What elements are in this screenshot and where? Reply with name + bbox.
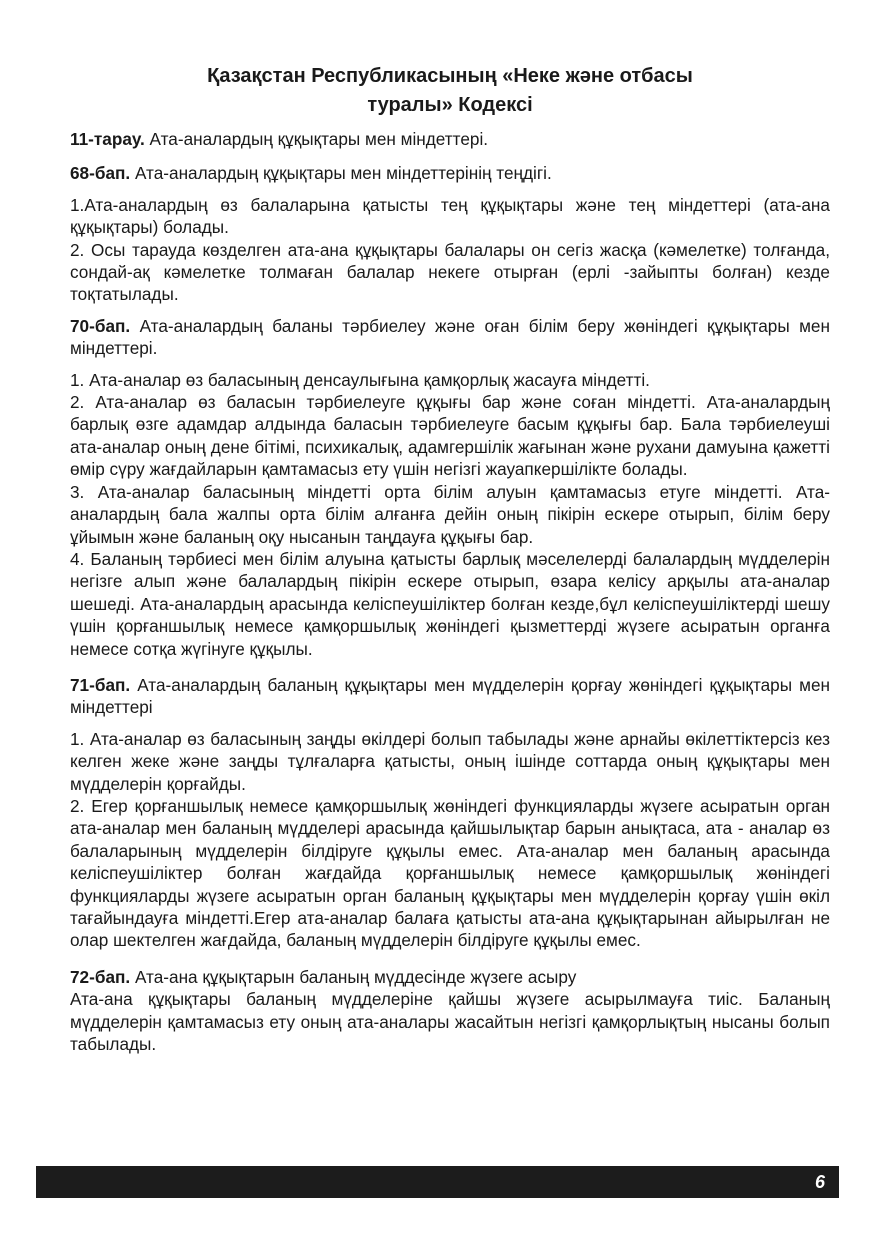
article-70-paragraph: 3. Ата-аналар баласының міндетті орта білім алуын қамтамасыз етуге міндетті. Ата-аналардың бала жалпы орта білім алғанға дейін оның пікірін ескере отырып, білім беру ұйымын және баланың оқу нысанын таңдауға құқығы бар. — [70, 481, 830, 547]
article-70-paragraph: 1. Ата-аналар өз баласының денсаулығына қамқорлық жасауға міндетті. — [70, 369, 650, 390]
document-title — [70, 62, 830, 120]
article-72-title: Ата-ана құқықтарын баланың мүддесінде жүзеге асыру — [130, 966, 577, 987]
article-72-label: 72-бап. — [70, 966, 131, 987]
article-68-paragraph: 1.Ата-аналардың өз балаларына қатысты тең құқықтары және тең міндеттері (ата-ана құқықтары) болады. — [70, 194, 830, 238]
article-71-heading — [70, 674, 830, 719]
article-71 — [70, 674, 830, 952]
chapter-label: 11-тарау. — [70, 129, 145, 149]
article-71-paragraph: 2. Егер қорғаншылық немесе қамқоршылық жөніндегі функцияларды жүзеге асыратын орган ата-аналар мен баланың мүдделері арасында қайшылықтар барын анықтаса, ата - аналар өз балаларының мүдделерін білдіруге құқылы емес. Ата-аналар мен баланың арасында келіспеушіліктер болған жағдайда қорғаншылық немесе қамқоршылық жөніндегі функцияларды жүзеге асыратын орган баланың құқықтары мен мүдделерін қорғау үшін өкіл тағайындауға міндетті.Егер ата-аналар балаға қатысты ата-ана құқықтарынан айырылған не олар шектелген жағдайда, баланың мүдделерін білдіруге құқылы емес. — [70, 795, 830, 951]
chapter-text: Ата-аналардың құқықтары мен міндеттері. — [144, 129, 489, 149]
article-72 — [70, 966, 830, 1056]
article-68-heading — [70, 162, 830, 184]
document-page — [70, 62, 830, 1055]
article-68 — [70, 162, 830, 305]
title-line-1: Қазақстан Республикасының «Неке және отбасы — [207, 65, 693, 87]
title-line-2: туралы» Кодексі — [367, 94, 533, 116]
article-70-paragraph: 4. Баланың тәрбиесі мен білім алуына қатысты барлық мәселелерді балалардың мүдделерін негізге алып және балалардың пікірін ескере отырып, өзара келісу арқылы ата-аналар шешеді. Ата-аналардың арасында келіспеушіліктер болған кезде,бұл келіспеушіліктерді шешу үшін қорғаншылық немесе қамқоршылық жөніндегі қызметтерді жүзеге асыратын органға немесе сотқа жүгінуге құқылы. — [70, 548, 830, 659]
article-71-paragraph: 1. Ата-аналар өз баласының заңды өкілдері болып табылады және арнайы өкілеттіктерсіз кез келген жеке және заңды тұлғаларға қатысты, оның ішінде соттарда оның құқықтары мен мүдделерін қорғайды. — [70, 728, 830, 794]
article-70 — [70, 315, 830, 660]
page-number: 6 — [814, 1172, 825, 1192]
article-68-paragraph: 2. Осы тарауда көзделген ата-ана құқықтары балалары он сегіз жасқа (кәмелетке) толғанда, сондай-ақ кәмелетке толмаған балалар некеге отырған (ерлі -зайыпты болған) кезде тоқтатылады. — [70, 239, 830, 305]
article-70-heading — [70, 315, 830, 360]
article-72-heading — [70, 966, 830, 988]
article-68-title: Ата-аналардың құқықтары мен міндеттерінің теңдігі. — [130, 163, 552, 184]
article-70-paragraph: 2. Ата-аналар өз баласын тәрбиелеуге құқығы бар және соған міндетті. Ата-аналардың барлық өзге адамдар алдында баласын тәрбиелеуге басым құқығы бар. Бала тәрбиелеуші ата-аналар оның дене бітімі, психикалық, адамгершілік жағынан және рухани дамуына қажетті өмір сүру жағдайларын қамтамасыз ету үшін негізгі жауапкершілікте болады. — [70, 392, 830, 480]
article-70-label: 70-бап. — [70, 315, 131, 336]
chapter-heading — [70, 128, 830, 150]
article-71-title: Ата-аналардың баланың құқықтары мен мүдделерін қорғау жөніндегі құқықтары мен міндеттері — [70, 674, 830, 718]
footer-bar — [36, 1166, 839, 1198]
article-70-title: Ата-аналардың баланы тәрбиелеу және оған білім беру жөніндегі құқықтары мен міндеттері. — [70, 315, 830, 359]
article-72-paragraph: Ата-ана құқықтары баланың мүдделеріне қайшы жүзеге асырылмауға тиіс. Баланың мүдделерін қамтамасыз ету оның ата-аналары жасайтын негізгі қамқорлықтың нысаны болып табылады. — [70, 989, 830, 1055]
article-68-label: 68-бап. — [70, 163, 131, 184]
article-71-label: 71-бап. — [70, 674, 131, 695]
